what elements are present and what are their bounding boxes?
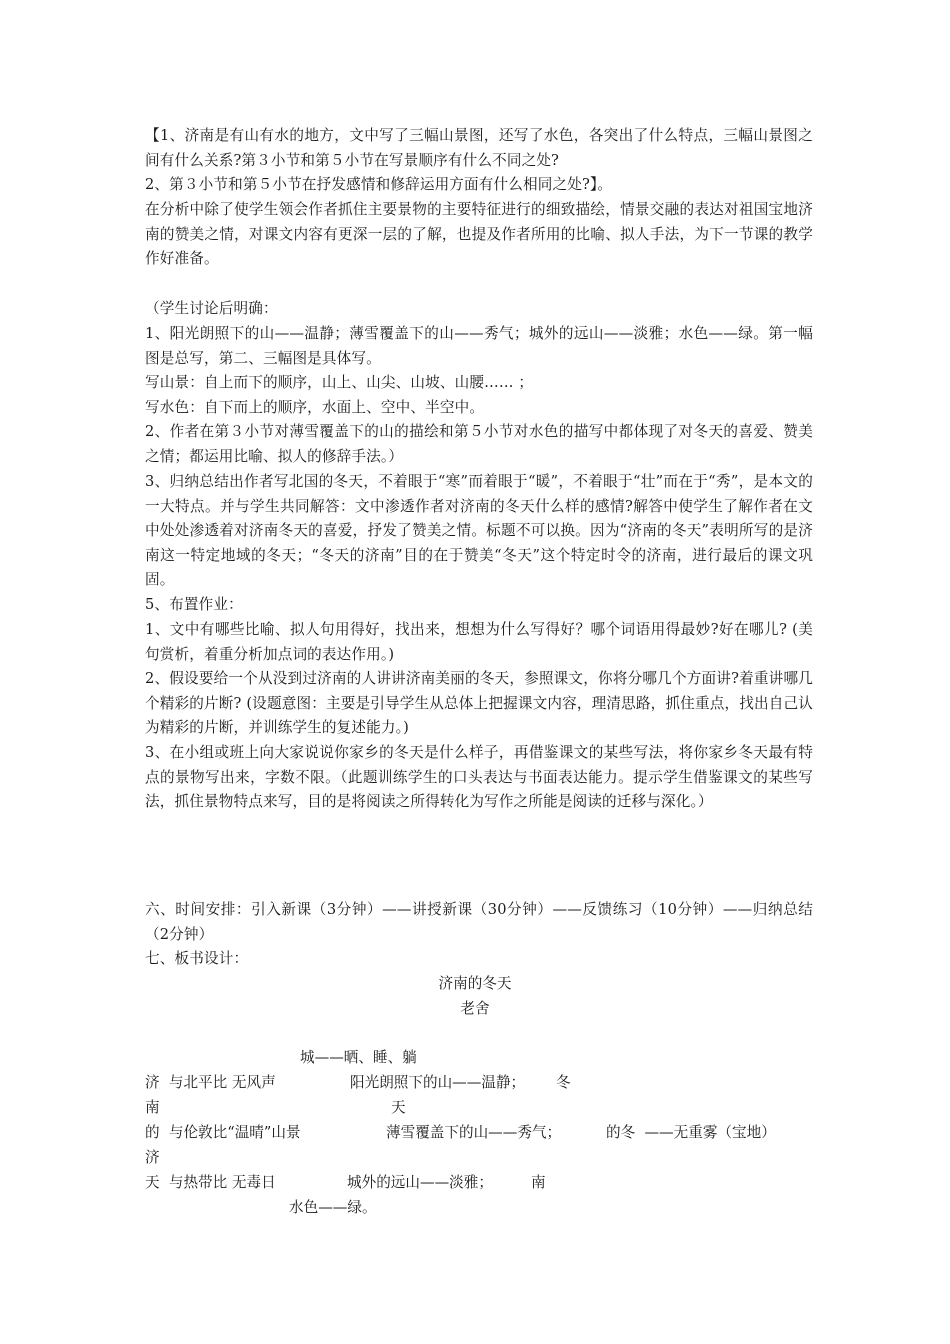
answer-3: 3、归纳总结出作者写北国的冬天，不着眼于“寒”而着眼于“暖”，不着眼于“壮”而在于“秀”，是本文的一大特点。并与学生共同解答：文中渗透作者对济南的冬天什么样的感情?解答中使学生了解作者在文中处处渗透着对济南冬天的喜爱，抒发了赞美之情。标题不可以换。因为“济南的冬天”表明所写的是济南这一特定地域的冬天；“冬天的济南”目的在于赞美“冬天”这个特定时令的济南，进行最后的课文巩固。 — [145, 473, 813, 589]
board-row-4-right: 的冬 ——无重雾（宝地） — [606, 1124, 776, 1141]
homework-2: 2、假设要给一个从没到过济南的人讲讲济南美丽的冬天，参照课文，你将分哪几个方面讲?着重讲哪几个精彩的片断? (设题意图：主要是引导学生从总体上把握课文内容，理清思路，抓住重点，找出自己认为精彩的片断，并训练学生的复述能力。) — [145, 670, 813, 737]
board-row-5-left: 济 — [145, 1149, 160, 1166]
board-row-6-left: 天 与热带比 无毒日 — [145, 1174, 276, 1191]
board-row-4-mid: 薄雪覆盖下的山——秀气； — [386, 1124, 562, 1141]
board-row-6-right: 南 — [531, 1174, 546, 1191]
board-title: 济南的冬天 — [438, 975, 512, 992]
time-arrangement: 六、时间安排：引入新课（3分钟）——讲授新课（30分钟）——反馈练习（10分钟）——归纳总结（2分钟） — [145, 901, 813, 943]
answer-2: 2、作者在第３小节对薄雪覆盖下的山的描绘和第５小节对水色的描写中都体现了对冬天的喜爱、赞美之情；都运用比喻、拟人的修辞手法。） — [145, 423, 813, 465]
discussion-heading: （学生讨论后明确： — [145, 300, 278, 317]
homework-3: 3、在小组或班上向大家说说你家乡的冬天是什么样子，再借鉴课文的某些写法，将你家乡冬天最有特点的景物写出来，字数不限。（此题训练学生的口头表达与书面表达能力。提示学生借鉴课文的某些写法，抓住景物特点来写，目的是将阅读之所得转化为写作之所能是阅读的迁移与深化。） — [145, 744, 813, 811]
question-1: 【1、济南是有山有水的地方，文中写了三幅山景图，还写了水色，各突出了什么特点，三幅山景图之间有什么关系?第３小节和第５小节在写景顺序有什么不同之处? — [145, 127, 813, 169]
board-row-2-right: 冬 — [556, 1074, 571, 1091]
board-row-2-left: 济 与北平比 无风声 — [145, 1074, 276, 1091]
homework-1: 1、文中有哪些比喻、拟人句用得好，找出来，想想为什么写得好？哪个词语用得最妙?好在哪儿? (美句赏析，着重分析加点词的表达作用。) — [145, 621, 813, 663]
question-2: 2、第３小节和第５小节在抒发感情和修辞运用方面有什么相同之处?】。 — [145, 176, 613, 193]
board-row-4-left: 的 与伦敦比“温晴”山景 — [145, 1124, 301, 1141]
board-row-2-mid: 阳光朗照下的山——温静； — [350, 1074, 526, 1091]
board-row-3-left: 南 — [145, 1099, 160, 1116]
board-row-1: 城——晒、睡、躺 — [300, 1049, 417, 1066]
answer-1: 1、阳光朗照下的山——温静；薄雪覆盖下的山——秀气；城外的远山——淡雅；水色——绿。第一幅图是总写，第二、三幅图是具体写。 — [145, 325, 813, 367]
mountain-order: 写山景：自上而下的顺序，山上、山尖、山坡、山腰…… ； — [145, 374, 534, 391]
board-row-7: 水色——绿。 — [289, 1199, 377, 1216]
board-row-3-mid: 天 — [391, 1099, 406, 1116]
analysis-paragraph: 在分析中除了使学生领会作者抓住主要景物的主要特征进行的细致描绘，情景交融的表达对祖国宝地济南的赞美之情，对课文内容有更深一层的了解，也提及作者所用的比喻、拟人手法，为下一节课的教学作好准备。 — [145, 201, 813, 268]
homework-heading: 5、布置作业： — [145, 596, 243, 613]
board-author: 老舍 — [460, 1000, 490, 1017]
board-design-heading: 七、板书设计： — [145, 950, 249, 967]
water-order: 写水色：自下而上的顺序，水面上、空中、半空中。 — [145, 399, 485, 416]
board-row-6-mid: 城外的远山——淡雅； — [347, 1174, 493, 1191]
